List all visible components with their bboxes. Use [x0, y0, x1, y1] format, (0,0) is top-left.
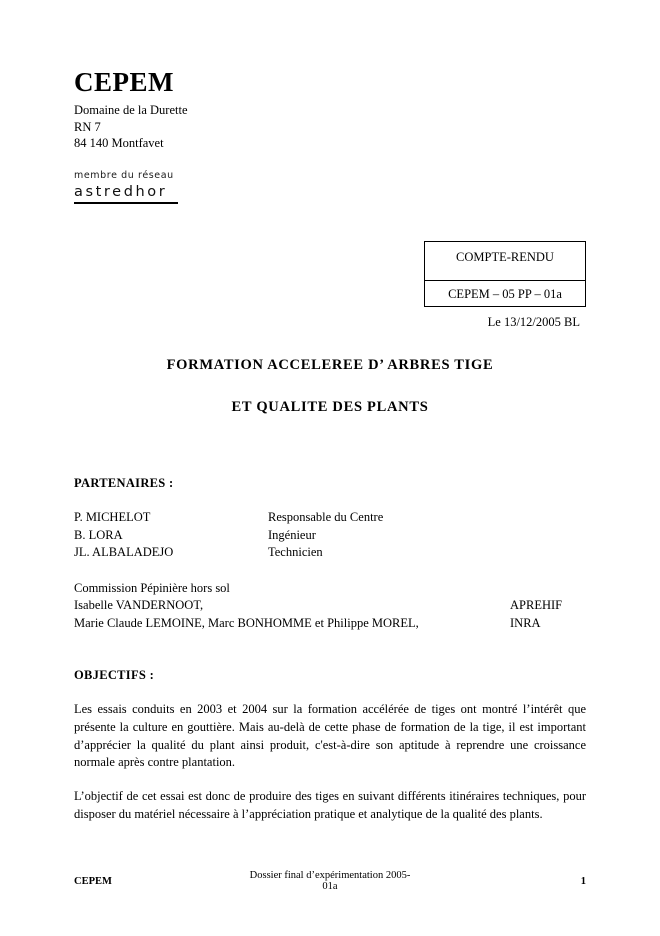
document-title-line-2: ET QUALITE DES PLANTS	[231, 398, 429, 415]
section-objectives	[74, 668, 586, 824]
letterhead	[74, 68, 586, 204]
commission-table	[74, 597, 586, 632]
section-partners	[74, 476, 586, 632]
address-line-1: Domaine de la Durette	[74, 102, 188, 117]
commission-member-affiliation: APREHIF	[510, 598, 563, 612]
footer-page-number: 1	[580, 875, 586, 887]
address-line-2: RN 7	[74, 119, 101, 134]
reference-doc-type: COMPTE-RENDU	[456, 250, 554, 264]
commission-title: Commission Pépinière hors sol	[74, 580, 230, 595]
organization-name: CEPEM	[74, 67, 174, 97]
partner-name: B. LORA	[74, 527, 123, 542]
network-logo-wordmark: astredhor	[74, 184, 178, 204]
commission-block	[74, 580, 586, 633]
footer-center-text: Dossier final d’expérimentation 2005-01a	[249, 870, 411, 892]
objectives-paragraph-2: L’objectif de cet essai est donc de produire des tiges en suivant différents itinéraires techniques, pour disposer du matériel nécessaire à l’appréciation pratique et analytique de la qualité des plants.	[74, 789, 586, 821]
partner-name: P. MICHELOT	[74, 510, 151, 524]
table-row	[74, 870, 586, 892]
commission-member-name: Marie Claude LEMOINE, Marc BONHOMME et Philippe MOREL,	[74, 615, 419, 630]
document-title-line-1: FORMATION ACCELEREE D’ ARBRES TIGE	[166, 357, 494, 373]
section-partners-heading: PARTENAIRES :	[74, 476, 174, 490]
partner-role: Responsable du Centre	[268, 510, 384, 524]
partner-role: Technicien	[268, 545, 323, 559]
table-row	[74, 509, 586, 527]
commission-member-name: Isabelle VANDERNOOT,	[74, 598, 204, 612]
partners-table	[74, 509, 586, 562]
network-logo-tagline: membre du réseau	[74, 170, 174, 182]
table-row	[74, 544, 586, 562]
commission-member-affiliation: INRA	[510, 615, 541, 630]
address-line-3: 84 140 Montfavet	[74, 136, 164, 151]
date-line: Le 13/12/2005 BL	[487, 315, 580, 329]
reference-doc-number: CEPEM – 05 PP – 01a	[425, 280, 585, 303]
footer-table	[74, 870, 586, 892]
footer-left-text: CEPEM	[74, 875, 112, 887]
table-row	[74, 615, 586, 633]
objectives-paragraph-1: Les essais conduits en 2003 et 2004 sur la formation accélérée de tiges ont montré l’intérêt que présente la culture en gouttière. Mais au-delà de cette phase de formation de la tige, il est important d’apprécier la qualité du plant ainsi produit, c'est-à-dire son aptitude à reprendre une croissance normale après contre plantation.	[74, 702, 586, 770]
partner-role: Ingénieur	[268, 527, 316, 542]
document-title	[74, 358, 586, 416]
partner-name: JL. ALBALADEJO	[74, 545, 174, 559]
document-content	[74, 67, 586, 821]
section-objectives-heading: OBJECTIFS :	[74, 668, 155, 682]
reference-box	[424, 241, 586, 307]
page-footer	[74, 870, 586, 892]
table-row	[74, 527, 586, 545]
table-row	[74, 597, 586, 615]
network-logo	[74, 170, 182, 204]
